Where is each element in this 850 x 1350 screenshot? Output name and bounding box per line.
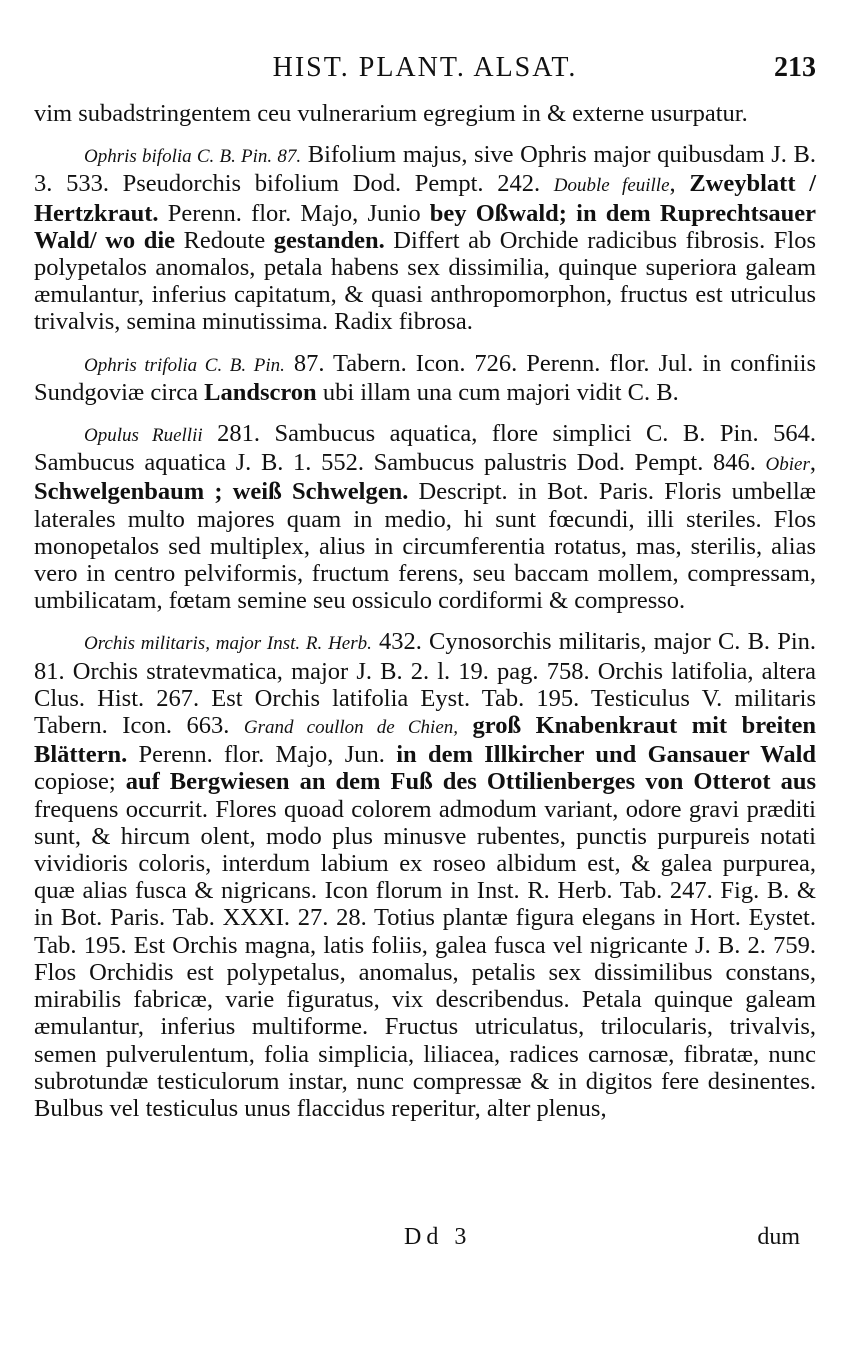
entry-text: copiose; xyxy=(34,768,126,796)
german-name: Schwelgenbaum ; weiß Schwelgen. xyxy=(34,478,409,506)
entry-text: Perenn. flor. Majo, Junio xyxy=(158,199,430,227)
signature-mark: Dd 3 xyxy=(404,1224,472,1250)
entry-text: Bifolium majus, sive Ophris major quibusdam J. B. 3. 533. Pseudorchis bifolium Dod. Pempt. 242. xyxy=(34,141,816,198)
entry-text: 281. Sambucus aquatica, flore simplici C. B. Pin. 564. Sambucus aquatica J. B. 1. 552. Sambucus palustris Dod. Pempt. 846. xyxy=(34,420,816,477)
entry-lemma: Orchis militaris, major Inst. R. Herb. xyxy=(84,633,372,655)
entry-text: 87. Tabern. Icon. 726. Perenn. flor. Jul. in confiniis Sundgoviæ circa xyxy=(34,349,816,406)
entry-text: frequens occurrit. Flores quoad colorem admodum variant, odore gravi præditi sunt, & hircum olent, modo plus minusve rubentes, punctis purpureis notati vividioris coloris, interdum labium ex roseo albidum est, & galea purpurea, quæ alias fusca & nigricans. Icon florum in Inst. R. Herb. Tab. 247. Fig. B. & in Bot. Paris. Tab. XXXI. 27. 28. Totius plantæ figura elegans in Hort. Eystet. Tab. 195. Est Orchis magna, latis foliis, galea fusca vel nigricante J. B. 2. 759. Flos Orchidis est polypetalus, anomalus, petalis sex dissimilibus constans, mirabilis fabricæ, varie figuratus, vix describendus. Petala quinque galeam æmulantur, inferius multiforme. Fructus utriculatus, trilocularis, trivalvis, semen pulverulentum, folia simplicia, liliacea, radices carnosæ, fibratæ, nunc subrotundæ testiculorum instar, nunc compressæ & in digitos fere desinentes. Bulbus vel testiculus unus flaccidus reperitur, alter plenus, xyxy=(34,795,816,1122)
entry-text: Differt ab Orchide radicibus fibrosis. Flos polypetalos anomalos, petala habens sex dissimilia, quinque superiora galeam æmulantur, inferius capitatum, & quasi anthropomorphon, fructus est utriculus trivalvis, semina minutissima. Radix fibrosa. xyxy=(34,226,816,336)
german-name: groß Knabenkraut mit breiten Blättern. xyxy=(34,712,817,769)
entry-text: Descript. in Bot. Paris. Floris umbellæ laterales multo majores quam in medio, hi sunt fœcundi, illi steriles. Flos monopetalos sed multiplex, alius in circumferentia rotatus, mas, sterilis, alias vero in centro pelviformis, fructum ferens, seu baccam mollem, compressam, umbilicatam, fœtam semine seu ossiculo cordiformi & compresso. xyxy=(34,478,816,615)
french-name: Obier xyxy=(765,454,810,476)
german-locality: auf Bergwiesen an dem Fuß des Ottilienberges von Otterot aus xyxy=(125,768,816,796)
german-name: Zweyblatt / Hertzkraut. xyxy=(34,170,816,227)
entry-orchis-militaris xyxy=(34,628,816,1122)
separator: , xyxy=(669,170,690,198)
page-footer xyxy=(34,1224,816,1258)
continuation-paragraph: vim subadstringentem ceu vulnerarium egregium in & externe usurpatur. xyxy=(34,100,748,127)
entry-text: Redoute xyxy=(175,226,274,254)
german-locality: gestanden. xyxy=(273,226,385,254)
german-locality: bey Oßwald; in dem Ruprechtsauer Wald/ wo die xyxy=(34,199,816,254)
entry-ophris-bifolia xyxy=(34,141,816,335)
german-locality: in dem Illkircher und Gansauer Wald xyxy=(396,741,817,769)
page-number: 213 xyxy=(774,52,816,83)
entry-opulus-ruellii xyxy=(34,420,816,614)
french-name: Grand coullon de Chien, xyxy=(243,717,458,739)
german-locality: Landscron xyxy=(204,378,317,406)
separator: , xyxy=(809,449,816,477)
running-title: HIST. PLANT. ALSAT. xyxy=(272,52,578,83)
entry-text: ubi illam una cum majori vidit C. B. xyxy=(316,378,679,406)
entry-lemma: Ophris trifolia C. B. Pin. xyxy=(84,354,285,376)
body-text xyxy=(34,100,816,1122)
page-header xyxy=(34,50,816,90)
french-name: Double feuille xyxy=(553,175,670,197)
entry-ophris-trifolia xyxy=(34,350,816,406)
entry-text: Perenn. flor. Majo, Jun. xyxy=(127,741,397,769)
catchword: dum xyxy=(757,1224,800,1250)
separator xyxy=(458,712,473,739)
entry-lemma: Opulus Ruellii xyxy=(84,425,203,447)
entry-lemma: Ophris bifolia C. B. Pin. 87. xyxy=(84,146,302,168)
entry-text: 432. Cynosorchis militaris, major C. B. Pin. 81. Orchis stratevmatica, major J. B. 2. l. 19. pag. 758. Orchis latifolia, altera Clus. Hist. 267. Est Orchis latifolia Eyst. Tab. 195. Testiculus V. militaris Tabern. Icon. 663. xyxy=(34,628,817,740)
